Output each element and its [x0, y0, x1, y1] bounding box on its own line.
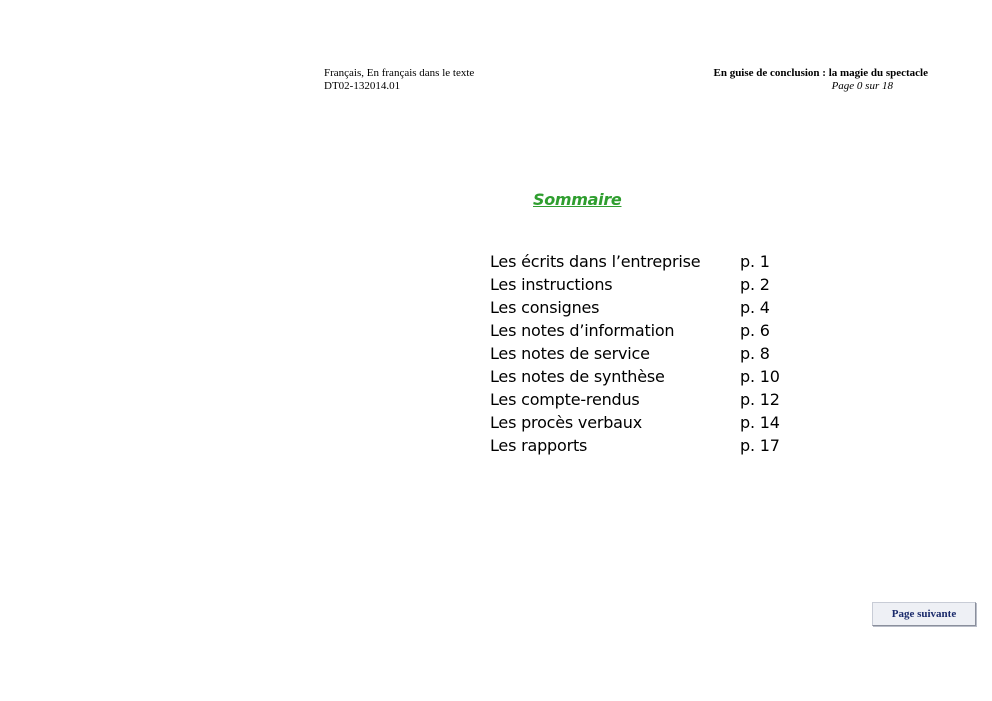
toc-item — [490, 434, 800, 457]
section-title: En guise de conclusion : la magie du spectacle — [713, 67, 928, 79]
toc-item-label: Les compte-rendus — [490, 390, 640, 409]
course-title: Français, En français dans le texte — [324, 67, 475, 79]
toc-item-label: Les procès verbaux — [490, 413, 642, 432]
toc-item-page: p. 4 — [740, 298, 770, 317]
toc-item — [490, 296, 800, 319]
summary-title: Sommaire — [533, 190, 622, 209]
document-header-right — [640, 67, 928, 93]
toc-item — [490, 250, 800, 273]
toc-item-page: p. 2 — [740, 275, 770, 294]
toc-item — [490, 273, 800, 296]
toc-item — [490, 388, 800, 411]
toc-item-label: Les notes de synthèse — [490, 367, 665, 386]
toc-item-page: p. 6 — [740, 321, 770, 340]
table-of-contents — [490, 250, 800, 457]
toc-item-label: Les consignes — [490, 298, 600, 317]
toc-item-page: p. 17 — [740, 436, 780, 455]
toc-item-page: p. 10 — [740, 367, 780, 386]
toc-item — [490, 342, 800, 365]
document-header-left — [324, 67, 474, 93]
toc-item — [490, 411, 800, 434]
toc-item-label: Les instructions — [490, 275, 613, 294]
toc-item — [490, 319, 800, 342]
toc-item-label: Les écrits dans l’entreprise — [490, 252, 701, 271]
toc-item — [490, 365, 800, 388]
toc-item-page: p. 8 — [740, 344, 770, 363]
toc-item-label: Les rapports — [490, 436, 588, 455]
course-code: DT02-132014.01 — [324, 80, 401, 92]
toc-item-label: Les notes de service — [490, 344, 650, 363]
page-indicator: Page 0 sur 18 — [831, 80, 893, 92]
toc-item-page: p. 12 — [740, 390, 780, 409]
next-page-button[interactable]: Page suivante — [872, 602, 976, 626]
toc-item-page: p. 14 — [740, 413, 780, 432]
toc-item-label: Les notes d’information — [490, 321, 675, 340]
toc-item-page: p. 1 — [740, 252, 770, 271]
